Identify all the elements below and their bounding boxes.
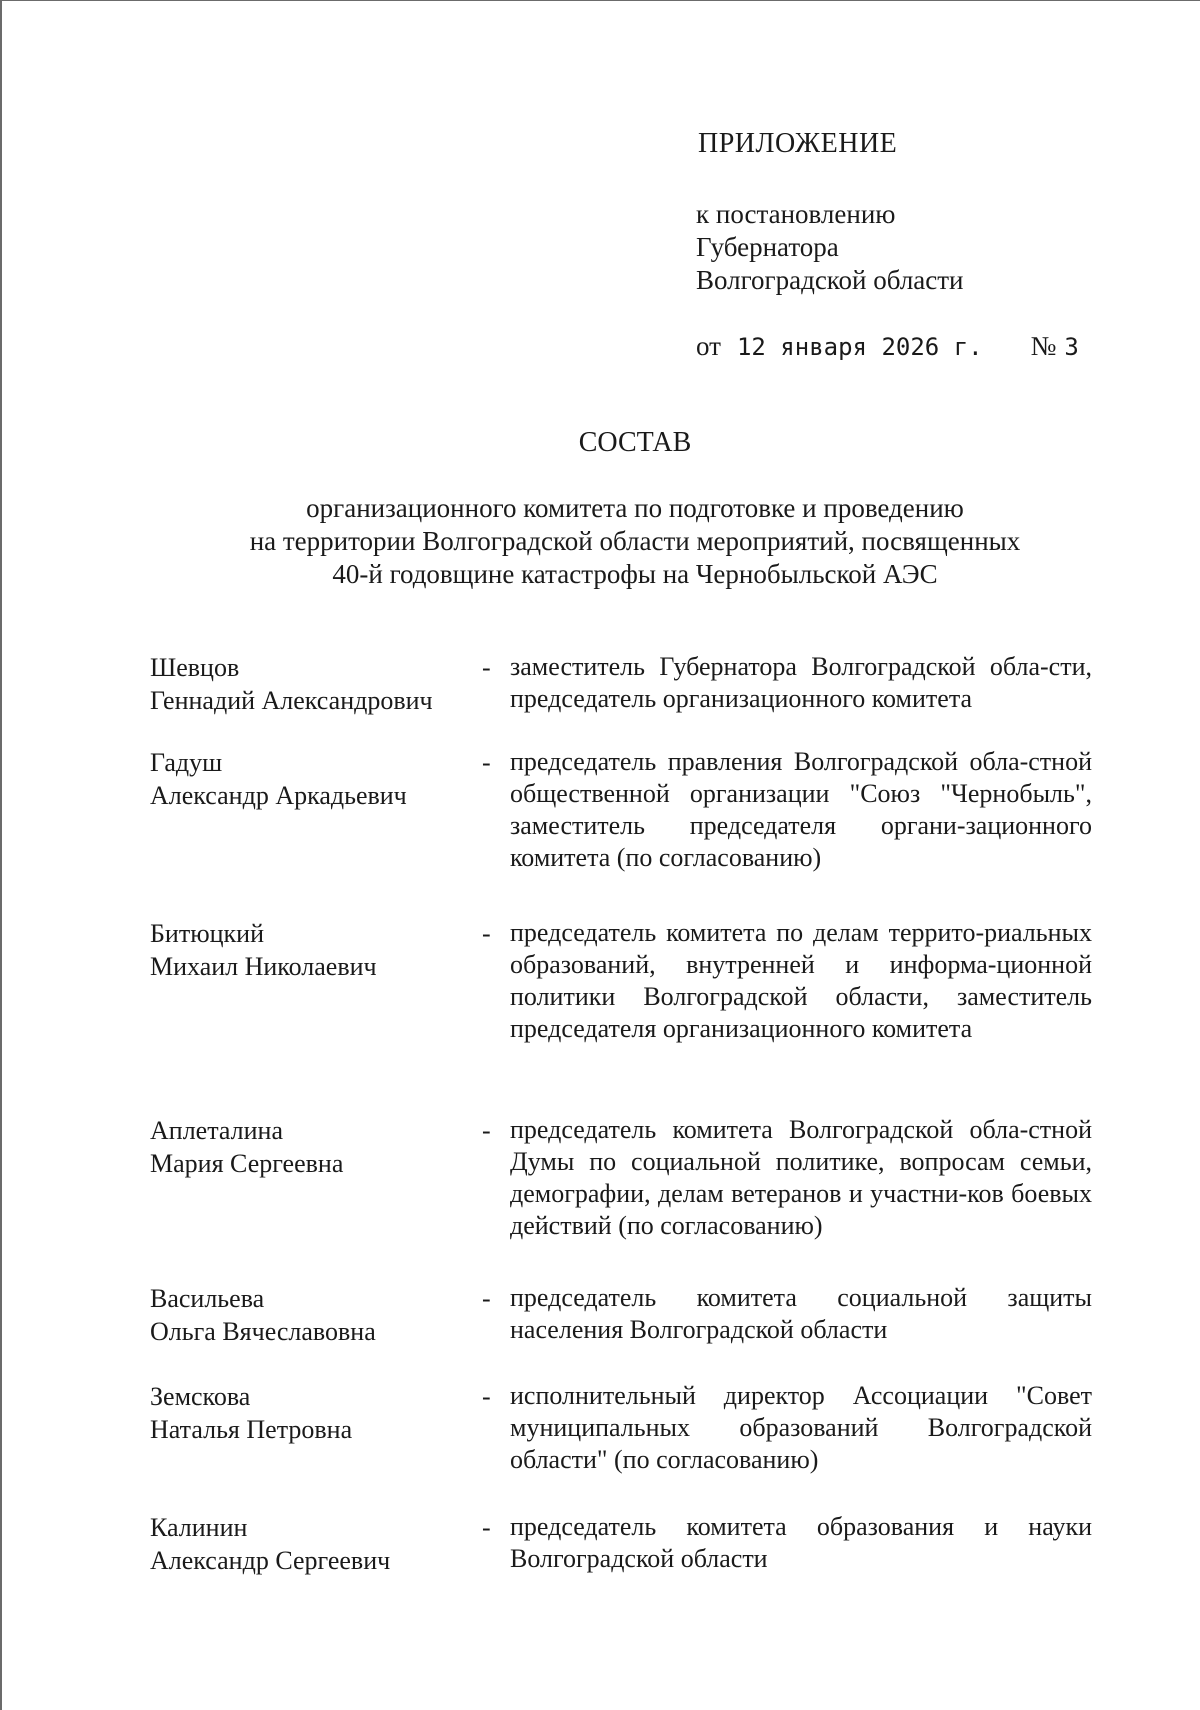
appendix-line: к постановлению [696, 199, 896, 229]
appendix-reference [696, 198, 1116, 297]
decree-from-label: от [696, 331, 721, 361]
member-name [150, 1511, 470, 1577]
member-name [150, 1282, 470, 1348]
member-surname: Гадуш [150, 748, 223, 777]
member-given-names: Александр Сергеевич [150, 1546, 391, 1575]
scan-edge-left [0, 0, 2, 1710]
member-dash: - [482, 1284, 491, 1313]
member-role: председатель комитета Волгоградской обла-стной Думы по социальной политике, вопросам семьи, демографии, делам ветеранов и участни-ков боевых действий (по согласованию) [510, 1115, 1092, 1240]
member-surname: Земскова [150, 1382, 251, 1411]
member-given-names: Мария Сергеевна [150, 1149, 344, 1178]
subtitle-line: 40-й годовщине катастрофы на Чернобыльской АЭС [332, 559, 938, 589]
member-surname: Калинин [150, 1513, 248, 1542]
member-role: председатель правления Волгоградской обла-стной общественной организации "Союз "Чернобыль", заместитель председателя органи-зационного комитета (по согласованию) [510, 747, 1092, 872]
member-dash: - [482, 653, 491, 682]
member-surname: Васильева [150, 1284, 265, 1313]
member-dash: - [482, 748, 491, 777]
member-given-names: Александр Аркадьевич [150, 781, 407, 810]
member-role: председатель комитета по делам террито-риальных образований, внутренней и информа-ционной политики Волгоградской области, заместитель председателя организационного комитета [510, 918, 1092, 1043]
appendix-title: ПРИЛОЖЕНИЕ [698, 128, 898, 159]
subtitle-line: организационного комитета по подготовке и проведению [306, 493, 964, 523]
decree-number-label: № [1030, 331, 1057, 361]
member-name [150, 746, 470, 812]
member-role: заместитель Губернатора Волгоградской обла-сти, председатель организационного комитета [510, 652, 1092, 713]
member-role: исполнительный директор Ассоциации "Совет муниципальных образований Волгоградской области" (по согласованию) [510, 1381, 1092, 1474]
decree-number: 3 [1064, 333, 1079, 361]
member-given-names: Ольга Вячеславовна [150, 1317, 376, 1346]
member-name [150, 917, 470, 983]
member-given-names: Геннадий Александрович [150, 686, 433, 715]
member-surname: Битюцкий [150, 919, 265, 948]
member-role: председатель комитета образования и науки Волгоградской области [510, 1512, 1092, 1573]
decree-date: 12 января 2026 г. [736, 333, 983, 361]
document-title: СОСТАВ [578, 427, 692, 458]
member-given-names: Михаил Николаевич [150, 952, 377, 981]
member-dash: - [482, 1116, 491, 1145]
scan-edge-top [0, 0, 1200, 1]
member-surname: Шевцов [150, 653, 240, 682]
member-dash: - [482, 1513, 491, 1542]
member-name [150, 1380, 470, 1446]
member-name [150, 1114, 470, 1180]
decree-date-number [696, 330, 1079, 363]
document-subtitle [150, 492, 1120, 591]
member-role: председатель комитета социальной защиты населения Волгоградской области [510, 1283, 1092, 1344]
member-given-names: Наталья Петровна [150, 1415, 353, 1444]
member-dash: - [482, 1382, 491, 1411]
appendix-header [696, 128, 1116, 297]
appendix-line: Губернатора [696, 232, 839, 262]
member-surname: Аплеталина [150, 1116, 283, 1145]
subtitle-line: на территории Волгоградской области мероприятий, посвященных [249, 526, 1021, 556]
member-dash: - [482, 919, 491, 948]
appendix-line: Волгоградской области [696, 265, 964, 295]
member-name [150, 651, 470, 717]
